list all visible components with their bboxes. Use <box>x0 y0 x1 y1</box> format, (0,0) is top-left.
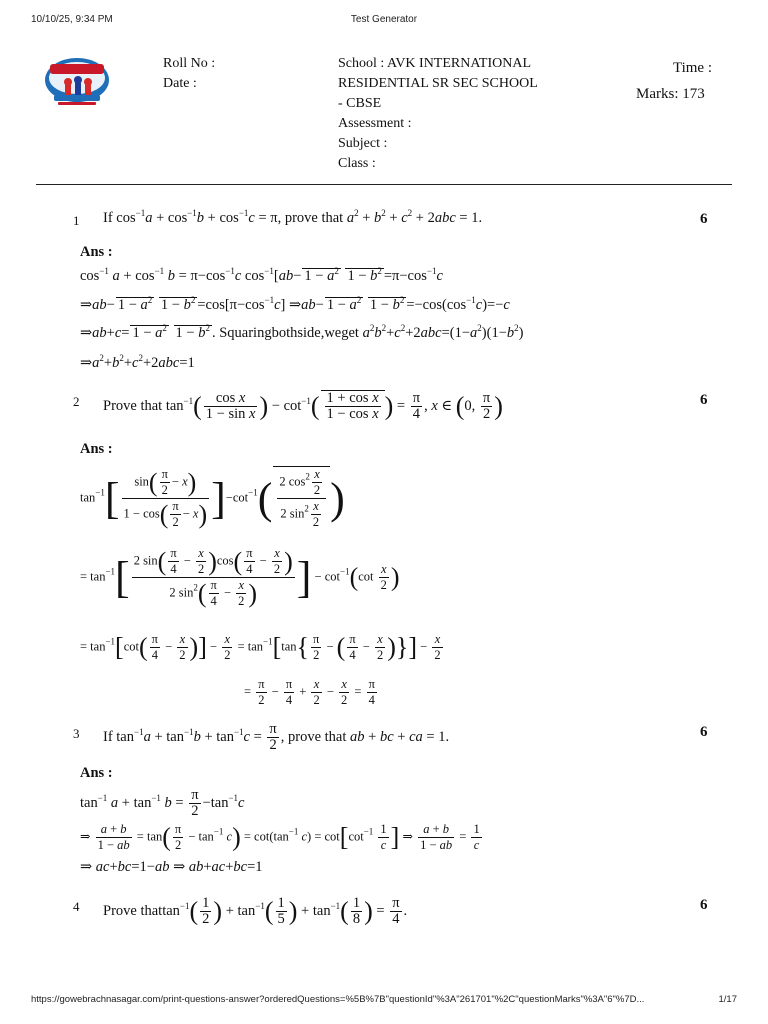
answer-line: $\cos^{-1} a + \cos^{-1} b = \pi-\cos^{-1}c$ $\cos^{-1}[ab- 1 - a^2$ $1 - b^2 =\pi-\cos^{-1}c$ <box>80 266 443 284</box>
answer-label: Ans : <box>80 441 113 457</box>
print-page-title: Test Generator <box>350 14 418 25</box>
q1-squaring-text: . Squaringbothside,weget <box>211 325 359 341</box>
question-number: 1 <box>73 213 80 228</box>
answer-line: ⇒ab+c= $1 - a^2$ $1 - b^2$ . Squaringbothside,weget $a^2b^2+c^2+2abc=(1-a^2)(1-b^2)$ <box>80 323 524 341</box>
question-marks: 6 <box>700 211 708 227</box>
answer-label: Ans : <box>80 244 113 260</box>
q1-prove-text: , prove that <box>277 210 344 226</box>
print-footer <box>31 994 737 1008</box>
question-text: If $\tan^{-1}a + \tan^{-1}b + \tan^{-1}c$ = $\frac{\pi}{2}$ , prove that ab + bc + ca = 1. <box>103 721 450 753</box>
answer-line: = $\tan^{-1}$[ 2 sin( $\frac{\pi}{4}$ − $\frac{x}{2}$ )cos( $\frac{\pi}{4}$ − $\frac{x}{2}$ ) 2 $\sin^2$( $\frac{\pi}{4}$ − $\frac{x}{2}$ ) ] − $\cot^{-1}(\cot$ $\frac{x}{2}$ ) <box>80 546 400 608</box>
question-number: 3 <box>73 726 80 741</box>
q4-prove-text: Prove that <box>103 902 163 919</box>
page-indicator: 1/17 <box>718 994 737 1005</box>
answer-label: Ans : <box>80 765 113 781</box>
answer-line: ⇒ab− $1 - a^2$ $1 - b^2 =\cos[\pi-\cos^{-1}c]$ ⇒ab− $1 - a^2$ $1 - b^2 =-\cos(\cos^{-1}c)=-c$ <box>80 295 510 313</box>
question-marks: 6 <box>700 724 708 740</box>
question-text: If $\cos^{-1}a + \cos^{-1}b + \cos^{-1}c = \pi$, prove that $a^2 + b^2 + c^2 + 2abc = 1$. <box>103 208 483 226</box>
total-marks: Marks: 173 <box>636 86 705 102</box>
roll-no-label: Roll No : <box>163 56 216 71</box>
answer-line: $\tan^{-1} a + \tan^{-1} b$ = $\frac{\pi}{2}$ $-\tan^{-1}c$ <box>80 787 245 819</box>
answer-line: $\Rightarrow a^2+b^2+c^2+2abc=1$ <box>80 353 195 371</box>
q3-prove-text: , prove that <box>280 728 347 745</box>
subject-label: Subject : <box>338 136 388 151</box>
question-text: Prove thattan$^{-1}$( $\frac{1}{2}$ ) + $\tan^{-1}$( $\frac{1}{5}$ ) + $\tan^{-1}$( $\frac{1}{8}$ ) = $\frac{\pi}{4}$ . <box>103 895 408 927</box>
school-line-1: School : AVK INTERNATIONAL <box>338 56 532 71</box>
question-marks: 6 <box>700 897 708 913</box>
question-number: 4 <box>73 899 80 914</box>
school-line-2: RESIDENTIAL SR SEC SCHOOL <box>338 76 538 91</box>
page-url: https://gowebrachnasagar.com/print-questions-answer?orderedQuestions=%5B%7B"questionId"%3A"261701"%2C"questionMarks"%3A"6"%7D... <box>31 994 645 1005</box>
assessment-label: Assessment : <box>338 116 412 131</box>
date-label: Date : <box>163 76 197 91</box>
answer-line: ⇒ ac+bc=1−ab ⇒ ab+ac+bc=1 <box>80 859 263 875</box>
question-text: Prove that $\tan^{-1}$( $\frac{\text{cos x}}{\text{1 − sin x}}$ ) − $\cot^{-1}$( $\frac{\text{1 + cos x}}{\text{1 − cos x}}$ ) = $\frac{\pi}{4}$ , x ∈ (0, $\frac{\pi}{2}$ ) <box>103 390 503 422</box>
class-label: Class : <box>338 156 376 171</box>
school-line-3: - CBSE <box>338 96 382 111</box>
answer-line: ⇒ $\frac{a + b}{1 - ab}$ = tan( $\frac{\pi}{2}$ − $\tan^{-1} c) = \cot(\tan^{-1}$ $c) = \cot[\cot^{-1}$ $\frac{1}{c}$ ] ⇒ $\frac{a + b}{1 - ab}$ = $\frac{1}{c}$ <box>80 822 480 852</box>
question-number: 2 <box>73 394 80 409</box>
q2-prove-text: Prove that <box>103 397 163 414</box>
print-datetime: 10/10/25, 9:34 PM <box>31 14 113 25</box>
answer-line: = $\tan^{-1}[\cot$( $\frac{\pi}{4}$ − $\frac{x}{2}$ )] − $\frac{x}{2}$ = $\tan^{-1}[\tan${ $\frac{\pi}{2}$ − ( $\frac{\pi}{4}$ − $\frac{x}{2}$ )}] − $\frac{x}{2}$ <box>80 632 441 662</box>
answer-line: = $\frac{\pi}{2}$ − $\frac{\pi}{4}$ + $\frac{x}{2}$ − $\frac{x}{2}$ = $\frac{\pi}{4}$ <box>244 677 375 707</box>
answer-line: $\tan^{-1}$[ sin( $\frac{\pi}{2}$ − x) 1 − cos( $\frac{\pi}{2}$ − x) ]$-\cot^{-1}$( 2 $\cos^2$ $\frac{x}{2}$ 2 $\sin^2$ $\frac{x}{2}$ ) <box>80 467 345 529</box>
question-marks: 6 <box>700 392 708 408</box>
time-label: Time : <box>672 60 712 76</box>
